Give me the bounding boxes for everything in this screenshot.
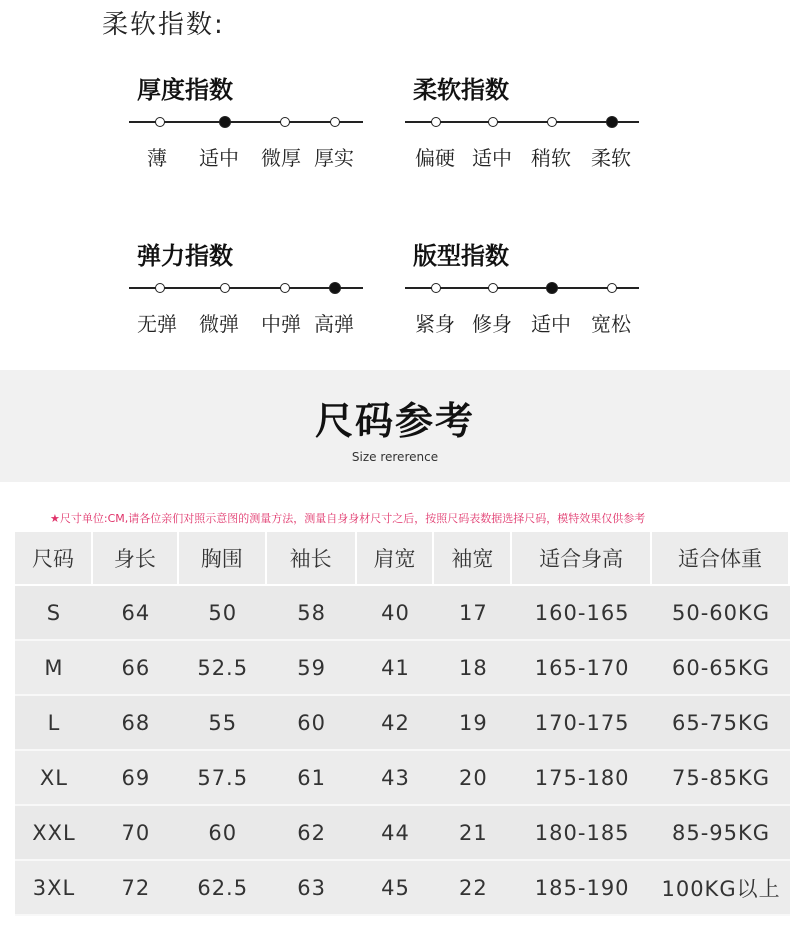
index-dot (220, 283, 230, 293)
table-cell: 160-165 (512, 586, 652, 641)
table-cell: 20 (434, 751, 512, 806)
index-option: 偏硬 (415, 146, 455, 170)
index-track (405, 287, 639, 289)
table-cell: 22 (434, 861, 512, 916)
index-dot-selected (606, 116, 618, 128)
index-dot (280, 117, 290, 127)
section-title: 柔软指数: (102, 10, 225, 40)
index-option: 微弹 (199, 312, 239, 336)
table-cell: XL (15, 751, 93, 806)
table-row (15, 641, 790, 696)
index-option: 适中 (531, 312, 571, 336)
header-cell: 尺码 (15, 532, 93, 586)
table-cell: 18 (434, 641, 512, 696)
index-option: 高弹 (314, 312, 354, 336)
table-cell: 100KG以上 (652, 861, 790, 916)
index-option: 无弹 (137, 312, 177, 336)
size-table-header (15, 532, 790, 586)
table-cell: 185-190 (512, 861, 652, 916)
table-cell: 62.5 (179, 861, 267, 916)
header-cell: 适合体重 (652, 532, 790, 586)
index-option: 中弹 (261, 312, 301, 336)
header-cell: 适合身高 (512, 532, 652, 586)
table-cell: 52.5 (179, 641, 267, 696)
table-cell: 61 (267, 751, 357, 806)
table-cell: 60-65KG (652, 641, 790, 696)
size-reference-banner (0, 370, 790, 482)
table-cell: 57.5 (179, 751, 267, 806)
index-dot (431, 117, 441, 127)
table-cell: 50 (179, 586, 267, 641)
index-track (129, 287, 363, 289)
index-dot (547, 117, 557, 127)
header-cell: 肩宽 (357, 532, 435, 586)
table-cell: 69 (93, 751, 179, 806)
table-cell: 64 (93, 586, 179, 641)
index-label: 弹力指数 (137, 242, 233, 270)
table-cell: 68 (93, 696, 179, 751)
index-track (405, 121, 639, 123)
table-row (15, 806, 790, 861)
table-row (15, 696, 790, 751)
table-cell: XXL (15, 806, 93, 861)
table-cell: 19 (434, 696, 512, 751)
table-row (15, 586, 790, 641)
size-note: ★尺寸单位:CM,请各位亲们对照示意图的测量方法，测量自身身材尺寸之后，按照尺码表数据选择尺码，模特效果仅供参考 (50, 512, 646, 525)
table-cell: 63 (267, 861, 357, 916)
table-cell: 17 (434, 586, 512, 641)
size-table-body (15, 586, 790, 916)
index-option: 薄 (147, 146, 167, 170)
table-cell: L (15, 696, 93, 751)
table-cell: 75-85KG (652, 751, 790, 806)
table-cell: 165-170 (512, 641, 652, 696)
table-cell: 41 (357, 641, 435, 696)
index-option: 微厚 (261, 146, 301, 170)
index-dot (607, 283, 617, 293)
table-cell: 70 (93, 806, 179, 861)
size-reference-title: 尺码参考 (314, 399, 475, 443)
index-label: 版型指数 (413, 242, 509, 270)
header-cell: 袖长 (267, 532, 357, 586)
header-cell: 袖宽 (434, 532, 512, 586)
table-cell: 60 (179, 806, 267, 861)
index-option: 修身 (472, 312, 512, 336)
index-dot (155, 283, 165, 293)
header-cell: 身长 (93, 532, 179, 586)
index-dot (155, 117, 165, 127)
index-dot (488, 283, 498, 293)
table-cell: 3XL (15, 861, 93, 916)
table-cell: 180-185 (512, 806, 652, 861)
size-table (15, 532, 790, 916)
table-cell: 170-175 (512, 696, 652, 751)
index-option: 宽松 (591, 312, 631, 336)
index-dot (280, 283, 290, 293)
table-cell: 40 (357, 586, 435, 641)
table-cell: 43 (357, 751, 435, 806)
index-dot-selected (329, 282, 341, 294)
index-track (129, 121, 363, 123)
index-dot-selected (546, 282, 558, 294)
table-cell: S (15, 586, 93, 641)
table-cell: 45 (357, 861, 435, 916)
table-cell: 62 (267, 806, 357, 861)
index-option: 柔软 (591, 146, 631, 170)
table-cell: 55 (179, 696, 267, 751)
index-dot (330, 117, 340, 127)
table-cell: 66 (93, 641, 179, 696)
index-dot-selected (219, 116, 231, 128)
table-row (15, 861, 790, 916)
table-cell: 85-95KG (652, 806, 790, 861)
table-cell: M (15, 641, 93, 696)
table-cell: 72 (93, 861, 179, 916)
table-cell: 65-75KG (652, 696, 790, 751)
table-cell: 59 (267, 641, 357, 696)
table-row (15, 751, 790, 806)
table-cell: 175-180 (512, 751, 652, 806)
size-reference-subtitle: Size rererence (351, 450, 439, 464)
table-cell: 50-60KG (652, 586, 790, 641)
index-dot (431, 283, 441, 293)
index-dot (488, 117, 498, 127)
table-cell: 21 (434, 806, 512, 861)
index-label: 厚度指数 (137, 76, 233, 104)
index-option: 紧身 (415, 312, 455, 336)
index-option: 适中 (472, 146, 512, 170)
table-cell: 44 (357, 806, 435, 861)
index-option: 厚实 (314, 146, 354, 170)
table-cell: 60 (267, 696, 357, 751)
header-cell: 胸围 (179, 532, 267, 586)
index-label: 柔软指数 (413, 76, 509, 104)
index-option: 稍软 (531, 146, 571, 170)
table-cell: 58 (267, 586, 357, 641)
table-cell: 42 (357, 696, 435, 751)
index-option: 适中 (199, 146, 239, 170)
